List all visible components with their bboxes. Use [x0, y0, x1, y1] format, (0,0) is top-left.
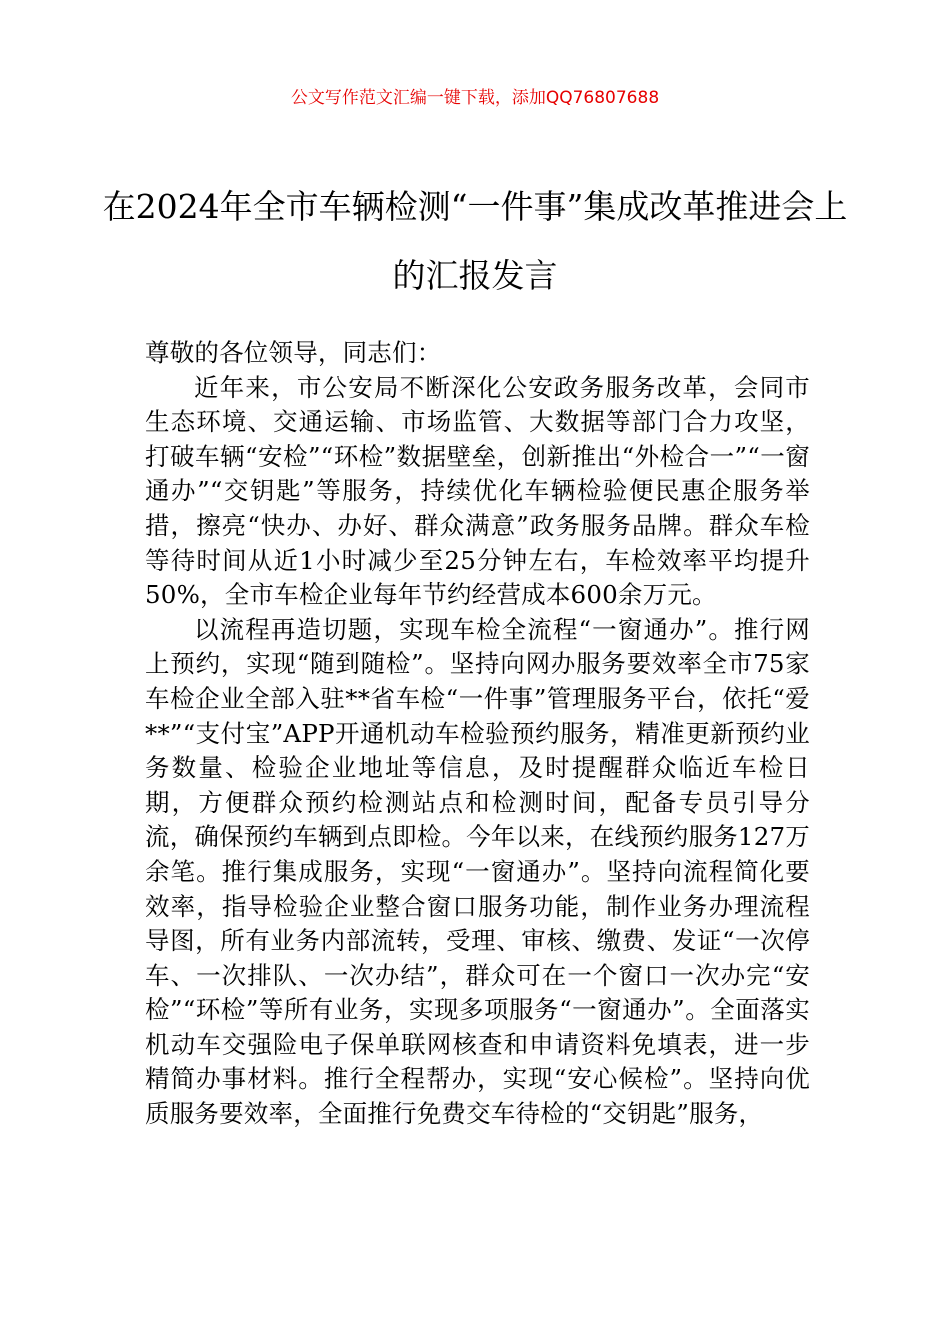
salutation: 尊敬的各位领导，同志们：	[145, 338, 442, 367]
paragraph-process-reengineering: 以流程再造切题，实现车检全流程“一窗通办”。推行网上预约，实现“随到随检”。坚持向网办服务要效率全市75家车检企业全部入驻**省车检“一件事”管理服务平台，依托“爱**”“支付宝”APP开通机动车检验预约服务，精准更新预约业务数量、检验企业地址等信息，及时提醒群众临近车检日期，方便群众预约检测站点和检测时间，配备专员引导分流，确保预约车辆到点即检。今年以来，在线预约服务127万余笔。推行集成服务，实现“一窗通办”。坚持向流程简化要效率，指导检验企业整合窗口服务功能，制作业务办理流程导图，所有业务内部流转，受理、审核、缴费、发证“一次停车、一次排队、一次办结”，群众可在一个窗口一次办完“安检”“环检”等所有业务，实现多项服务“一窗通办”。全面落实机动车交强险电子保单联网核查和申请资料免填表，进一步精简办事材料。推行全程帮办，实现“安心候检”。坚持向优质服务要效率，全面推行免费交车待检的“交钥匙”服务，	[145, 614, 810, 1129]
document-title: 在2024年全市车辆检测“一件事”集成改革推进会上的汇报发言	[102, 187, 848, 295]
document-body	[145, 336, 810, 1132]
paragraph-intro: 近年来，市公安局不断深化公安政务服务改革，会同市生态环境、交通运输、市场监管、大数据等部门合力攻坚，打破车辆“安检”“环检”数据壁垒，创新推出“外检合一”“一窗通办”“交钥匙”等服务，持续优化车辆检验便民惠企服务举措，擦亮“快办、办好、群众满意”政务服务品牌。群众车检等待时间从近1小时减少至25分钟左右，车检效率平均提升50%，全市车检企业每年节约经营成本600余万元。	[145, 372, 810, 610]
header-download-note: 公文写作范文汇编一键下载，添加QQ76807688	[290, 88, 660, 108]
